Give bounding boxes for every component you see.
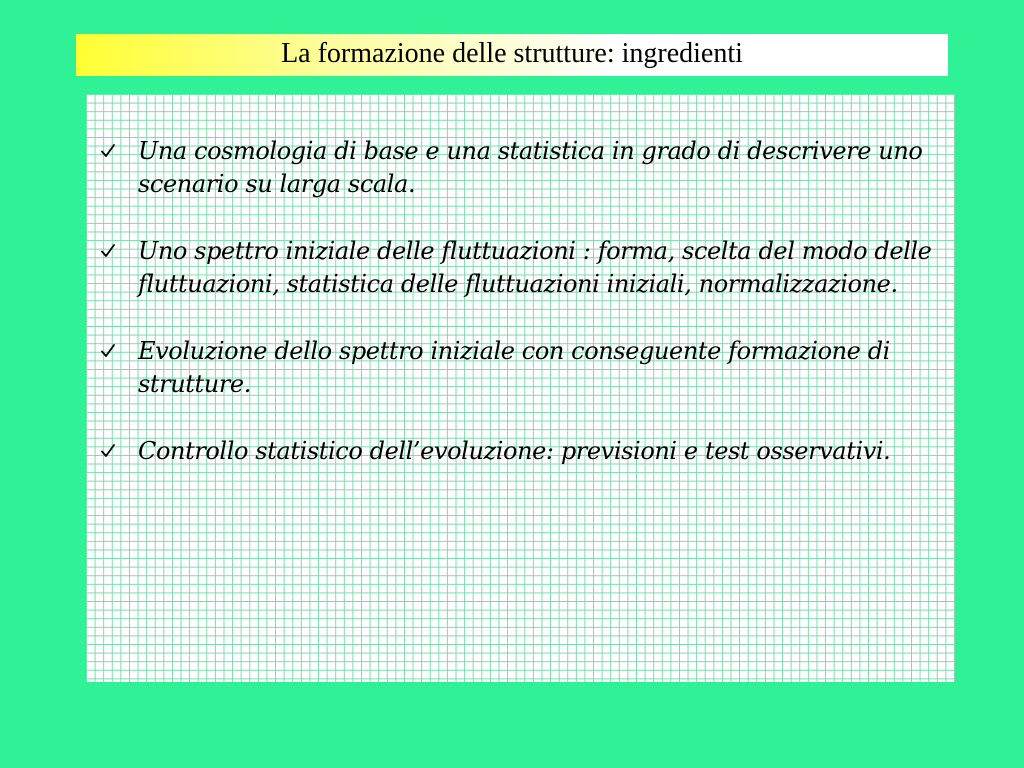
check-icon	[100, 343, 116, 359]
check-icon	[100, 443, 116, 459]
check-icon	[100, 143, 116, 159]
bullet-text: Evoluzione dello spettro iniziale con conseguente formazione di strutture.	[138, 337, 890, 398]
list-item	[96, 235, 946, 301]
list-item	[96, 435, 946, 468]
bullet-text: Una cosmologia di base e una statistica in grado di descrivere uno scenario su larga scala.	[138, 137, 923, 198]
check-icon	[100, 243, 116, 259]
bullet-list	[96, 135, 946, 502]
title-bar	[76, 34, 948, 76]
list-item	[96, 335, 946, 401]
list-item	[96, 135, 946, 201]
bullet-text: Controllo statistico dell’evoluzione: previsioni e test osservativi.	[138, 437, 891, 465]
bullet-text: Uno spettro iniziale delle fluttuazioni : forma, scelta del modo delle fluttuazioni, statistica delle fluttuazioni iniziali, normalizzazione.	[138, 237, 932, 298]
slide-title: La formazione delle strutture: ingredienti	[281, 38, 743, 69]
